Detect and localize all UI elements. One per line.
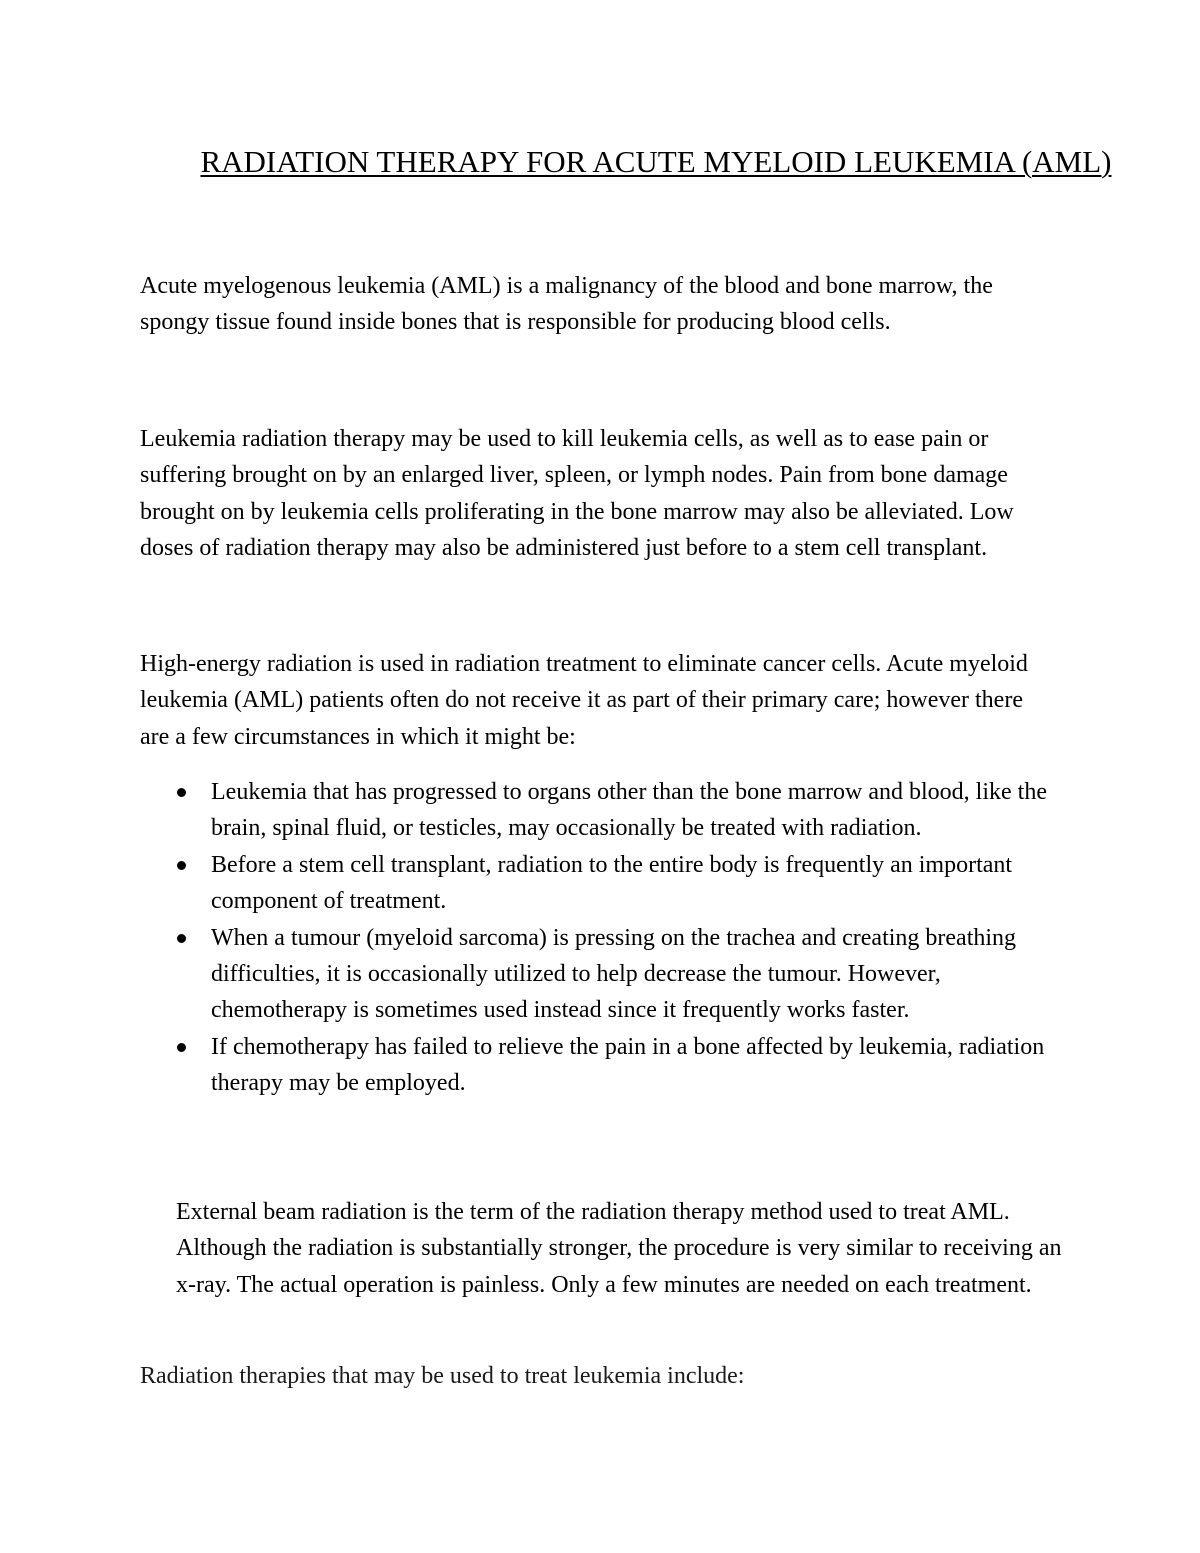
list-item: [140, 1029, 1070, 1102]
bullet-icon: [177, 861, 186, 870]
therapies-intro-paragraph: Radiation therapies that may be used to treat leukemia include:: [140, 1363, 745, 1389]
bullet-icon: [177, 788, 186, 797]
list-item-text: When a tumour (myeloid sarcoma) is pressing on the trachea and creating breathing difficulties, it is occasionally utilized to help decrease the tumour. However, chemotherapy is sometimes used instead since it frequently works faster.: [211, 924, 1017, 1024]
list-item-text: Before a stem cell transplant, radiation to the entire body is frequently an important component of treatment.: [211, 851, 1013, 915]
list-item: [140, 920, 1070, 1029]
bullet-icon: [177, 934, 186, 943]
page-title: RADIATION THERAPY FOR ACUTE MYELOID LEUKEMIA (AML): [200, 144, 1112, 179]
list-item-text: Leukemia that has progressed to organs other than the bone marrow and blood, like the brain, spinal fluid, or testicles, may occasionally be treated with radiation.: [211, 779, 1047, 842]
list-item-text: If chemotherapy has failed to relieve the pain in a bone affected by leukemia, radiation therapy may be employed.: [211, 1033, 1045, 1097]
radiation-uses-paragraph: Leukemia radiation therapy may be used to kill leukemia cells, as well as to ease pain or suffering brought on by an enlarged liver, spleen, or lymph nodes. Pain from bone damage brought on by leukemia cells proliferating in the bone marrow may also be alleviated. Low doses of radiation therapy may also be administered just before to a stem cell transplant.: [140, 426, 1014, 562]
circumstances-list: [140, 774, 1070, 1102]
bullet-icon: [177, 1043, 186, 1052]
intro-paragraph: Acute myelogenous leukemia (AML) is a malignancy of the blood and bone marrow, the spongy tissue found inside bones that is responsible for producing blood cells.: [140, 273, 993, 336]
high-energy-paragraph: High-energy radiation is used in radiation treatment to eliminate cancer cells. Acute myeloid leukemia (AML) patients often do not receive it as part of their primary care; however there are a few circumstances in which it might be:: [140, 651, 1028, 750]
list-item: [140, 847, 1070, 920]
external-beam-paragraph: External beam radiation is the term of the radiation therapy method used to treat AML. Although the radiation is substantially stronger, the procedure is very similar to receiving an x-ray. The actual operation is painless. Only a few minutes are needed on each treatment.: [176, 1199, 1062, 1298]
list-item: [140, 774, 1070, 847]
